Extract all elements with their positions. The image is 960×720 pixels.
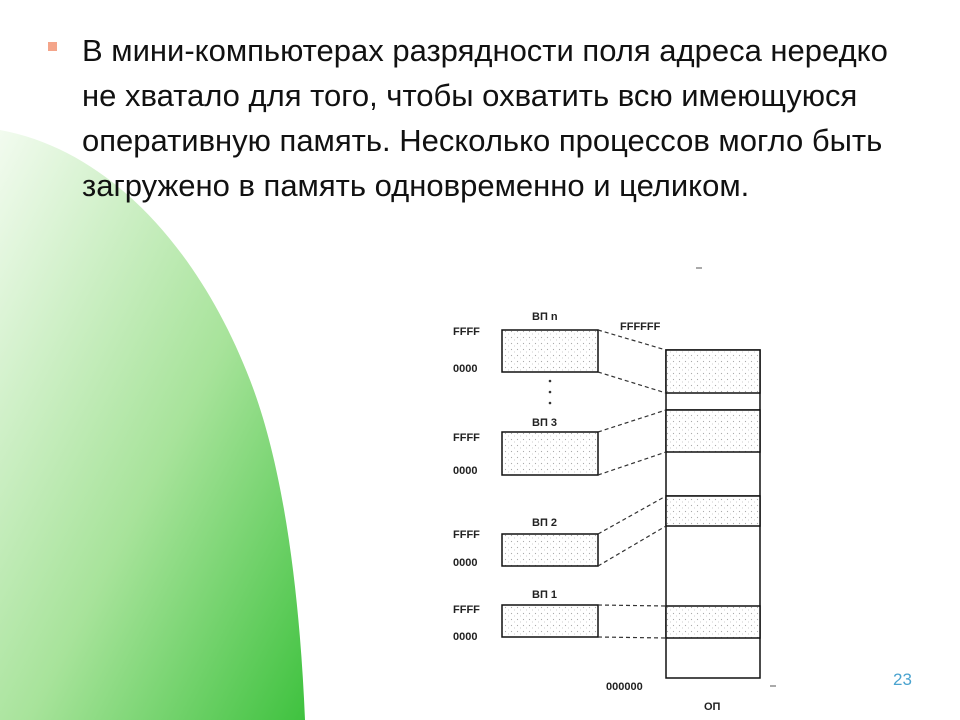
vp-1-bottom-label: 0000	[453, 631, 478, 643]
op-top-label: FFFFFF	[620, 321, 661, 333]
vertical-ellipsis	[549, 380, 552, 405]
vp-1-title: ВП 1	[532, 589, 558, 601]
vp-n-block	[453, 311, 598, 375]
vp-1-block	[453, 589, 598, 643]
vp-1-top-label: FFFF	[453, 604, 480, 616]
vp-2-title: ВП 2	[532, 517, 558, 529]
vp-n-bottom-label: 0000	[453, 363, 478, 375]
vp-2-top-label: FFFF	[453, 529, 480, 541]
vp-2-block	[453, 517, 598, 569]
vp-3-bottom-label: 0000	[453, 465, 478, 477]
mapping-lines	[598, 330, 666, 638]
vp-n-top-label: FFFF	[453, 326, 480, 338]
op-label: ОП	[704, 701, 721, 713]
vp-3-title: ВП 3	[532, 417, 558, 429]
vp-n-title: ВП n	[532, 311, 558, 323]
vp-3-block	[453, 417, 598, 477]
vp-2-bottom-label: 0000	[453, 557, 478, 569]
bullet-text: В мини-компьютерах разрядности поля адреса нередко не хватало для того, чтобы охватить всю имеющуюся оперативную память. Несколько процессов могло быть загружено в память одновременно и целиком.	[82, 33, 888, 203]
slide-number: 23	[893, 670, 912, 689]
op-bottom-label: 000000	[606, 681, 643, 693]
vp-3-top-label: FFFF	[453, 432, 480, 444]
